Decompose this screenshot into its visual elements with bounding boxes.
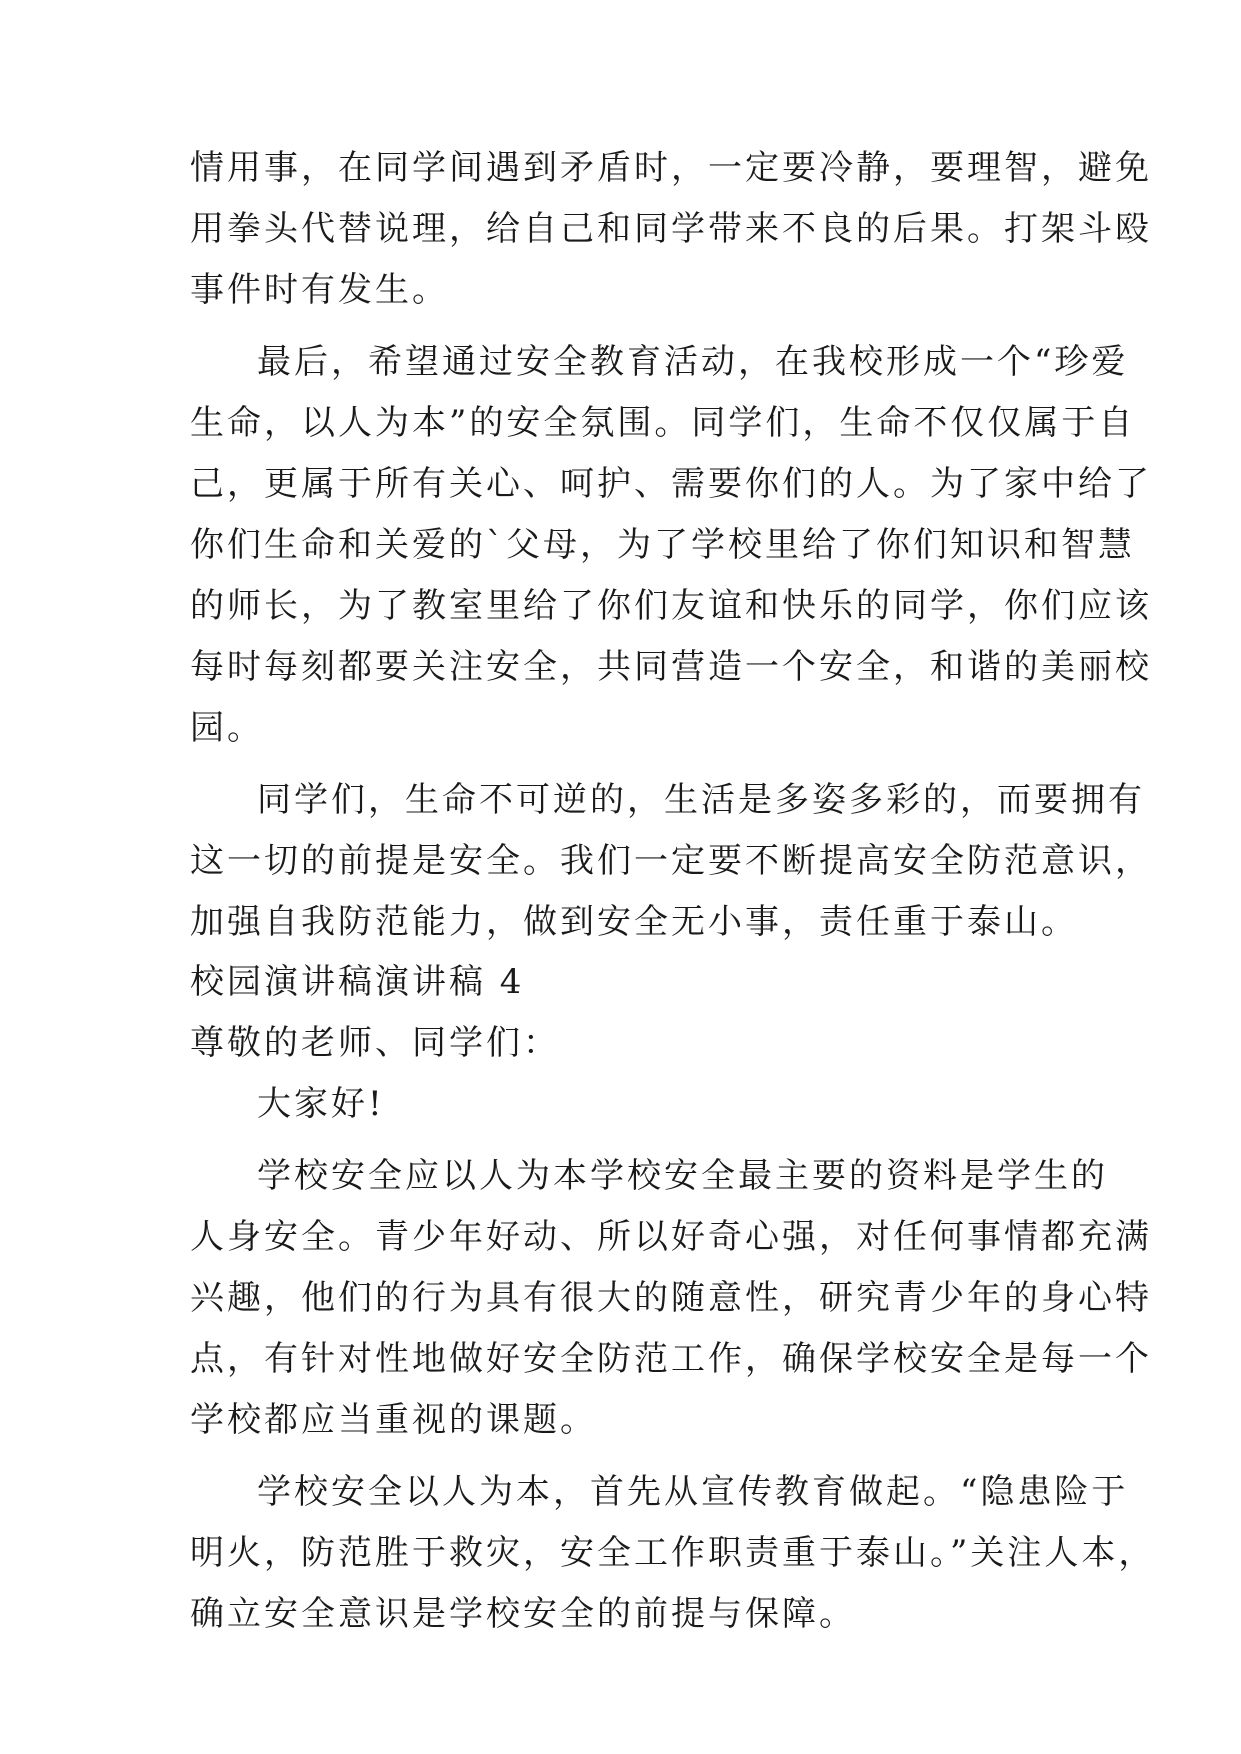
greeting: 大家好! bbox=[257, 1084, 385, 1124]
text-line: 加强自我防范能力，做到安全无小事，责任重于泰山。 bbox=[190, 902, 1078, 942]
text-line: 这一切的前提是安全。我们一定要不断提高安全防范意识， bbox=[190, 841, 1152, 881]
text-line: 学校都应当重视的课题。 bbox=[190, 1400, 597, 1440]
section-title: 校园演讲稿演讲稿 4 bbox=[190, 962, 525, 1002]
paragraph-first-line: 学校安全以人为本，首先从宣传教育做起。“隐患险于 bbox=[257, 1472, 1129, 1512]
paragraph-first-line: 最后，希望通过安全教育活动，在我校形成一个“珍爱 bbox=[257, 342, 1129, 382]
text-line: 生命，以人为本”的安全氛围。同学们，生命不仅仅属于自 bbox=[190, 403, 1136, 443]
text-line: 情用事，在同学间遇到矛盾时，一定要冷静，要理智，避免 bbox=[190, 148, 1152, 188]
paragraph-first-line: 同学们，生命不可逆的，生活是多姿多彩的，而要拥有 bbox=[257, 780, 1145, 820]
text-line: 事件时有发生。 bbox=[190, 270, 449, 310]
salutation: 尊敬的老师、同学们： bbox=[190, 1023, 560, 1063]
text-line: 的师长，为了教室里给了你们友谊和快乐的同学，你们应该 bbox=[190, 586, 1152, 626]
text-line: 确立安全意识是学校安全的前提与保障。 bbox=[190, 1594, 856, 1634]
text-line: 明火，防范胜于救灾，安全工作职责重于泰山。”关注人本， bbox=[190, 1533, 1156, 1573]
text-line: 点，有针对性地做好安全防范工作，确保学校安全是每一个 bbox=[190, 1339, 1152, 1379]
text-line: 用拳头代替说理，给自己和同学带来不良的后果。打架斗殴 bbox=[190, 209, 1152, 249]
text-line: 每时每刻都要关注安全，共同营造一个安全，和谐的美丽校 bbox=[190, 647, 1152, 687]
text-line: 园。 bbox=[190, 708, 264, 748]
text-line: 己，更属于所有关心、呵护、需要你们的人。为了家中给了 bbox=[190, 464, 1152, 504]
text-line: 人身安全。青少年好动、所以好奇心强，对任何事情都充满 bbox=[190, 1217, 1152, 1257]
text-line: 你们生命和关爱的`父母，为了学校里给了你们知识和智慧 bbox=[190, 525, 1135, 565]
text-line: 兴趣，他们的行为具有很大的随意性，研究青少年的身心特 bbox=[190, 1278, 1152, 1318]
paragraph-first-line: 学校安全应以人为本学校安全最主要的资料是学生的 bbox=[257, 1156, 1108, 1196]
